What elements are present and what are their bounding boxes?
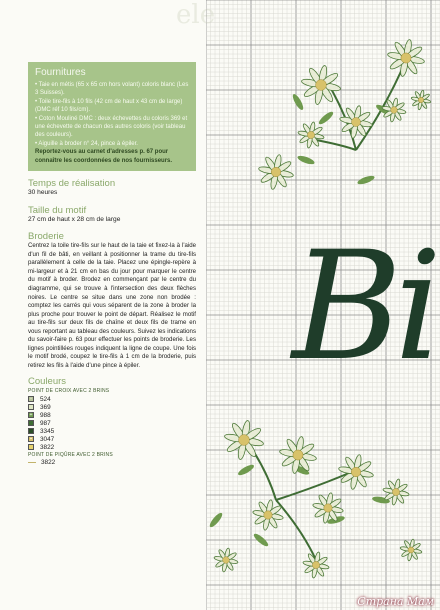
chart-letters: Bi bbox=[292, 220, 435, 394]
backstitch-line-icon bbox=[28, 462, 36, 463]
color-code: 524 bbox=[40, 395, 51, 403]
edelweiss-flower bbox=[214, 548, 239, 573]
color-key-row bbox=[28, 419, 196, 427]
fournitures-line: • Taie en métis (65 x 65 cm hors volant) coloris blanc (Les 3 Suisses). bbox=[35, 82, 189, 97]
color-swatch-icon: ▪ bbox=[28, 436, 34, 442]
flower-stem bbox=[276, 470, 356, 500]
flower-leaf bbox=[291, 93, 305, 112]
fournitures-line: • Coton Mouliné DMC : deux échevettes du coloris 369 et une échevette de chacun des autres coloris (voir tableau des couleurs). bbox=[35, 115, 188, 139]
edelweiss-flower bbox=[400, 539, 422, 561]
fournitures-line: • Toile tire-fils à 10 fils (42 cm de haut x 43 cm de large) (DMC réf 10 fils/cm). bbox=[35, 98, 183, 114]
color-key-row bbox=[28, 395, 196, 403]
taille-title: Taille du motif bbox=[28, 204, 87, 216]
fournitures-line: • Aiguille à broder n° 24, pince à épiler. bbox=[35, 140, 138, 147]
backstitch-label: POINT DE PIQÛRE AVEC 2 BRINS bbox=[28, 452, 113, 459]
color-swatch-icon bbox=[28, 428, 34, 434]
watermark-logo: Страна Мам bbox=[357, 595, 434, 608]
color-code: 987 bbox=[40, 419, 51, 427]
flower-leaf bbox=[237, 463, 256, 477]
broderie-text: Centrez la toile tire-fils sur le haut de la taie et fixez-la à l'aide d'un fil de bâti, en veillant à positionner la trame du tire-fils parallèlement à celle de la taie. Placez une épingle-repère à mi-largeur et à 21 cm en bas du jour pour marquer le centre du motif à broder. Brodez en commençant par le centre du diagramme, qui se trouve à l'intersection des deux flèches noires. Le centre se situe dans une zone non brodée : comptez les carrés qui vous séparent de la zone à broder la plus proche pour trouver le point de départ. Réalisez le motif au tire-fils sur deux fils de chaîne et deux fils de trame en vous reportant au tableau des couleurs. Suivez les indications du savoir-faire p. 63 pour effectuer les points de broderie. Les lignes pointillées rouges indiquent la ligne de coupe. Une fois le motif brodé, coupez le tire-fils à 1 cm de la broderie, puis retirez les fils à l'aide d'une pince à épiler. bbox=[28, 242, 196, 369]
color-swatch-icon: + bbox=[29, 412, 33, 419]
color-code: 988 bbox=[40, 411, 51, 419]
edelweiss-flower bbox=[303, 552, 330, 579]
fournitures-box bbox=[28, 62, 196, 171]
color-code: 369 bbox=[40, 403, 51, 411]
flower-leaf bbox=[297, 154, 316, 166]
backstitch-code: 3822 bbox=[41, 459, 56, 467]
fournitures-title: Fournitures bbox=[35, 67, 86, 78]
taille-text: 27 cm de haut x 28 cm de large bbox=[28, 215, 121, 223]
broderie-title: Broderie bbox=[28, 231, 64, 243]
color-swatch-icon bbox=[28, 404, 34, 410]
edelweiss-flower bbox=[224, 420, 264, 460]
fournitures-note: Reportez-vous au carnet d'adresses p. 67 pour connaître les coordonnées de nos fournisseurs. bbox=[35, 149, 173, 164]
temps-text: 30 heures bbox=[28, 189, 58, 197]
color-key-list bbox=[28, 395, 196, 451]
color-swatch-icon bbox=[28, 444, 34, 450]
color-key-row bbox=[28, 443, 196, 451]
cross-stitch-label: POINT DE CROIX AVEC 2 BRINS bbox=[28, 388, 110, 395]
color-code: 3345 bbox=[40, 427, 55, 435]
edelweiss-flower bbox=[338, 454, 374, 490]
color-key-row bbox=[28, 435, 196, 443]
color-key-row bbox=[28, 403, 196, 411]
color-code: 3822 bbox=[40, 443, 55, 451]
header-fragment: ele bbox=[176, 0, 216, 30]
backstitch-row bbox=[28, 459, 196, 466]
edelweiss-flower bbox=[298, 122, 325, 149]
color-swatch-icon bbox=[28, 420, 34, 426]
edelweiss-flower bbox=[411, 90, 431, 110]
color-swatch-icon: ▫ bbox=[28, 396, 34, 402]
cross-stitch-chart bbox=[206, 0, 440, 610]
couleurs-title: Couleurs bbox=[28, 376, 67, 388]
color-key-row bbox=[28, 411, 196, 419]
temps-title: Temps de réalisation bbox=[28, 178, 116, 190]
color-code: 3047 bbox=[40, 435, 55, 443]
edelweiss-flower bbox=[279, 436, 317, 474]
instructions-column bbox=[28, 62, 196, 466]
color-key-row bbox=[28, 427, 196, 435]
